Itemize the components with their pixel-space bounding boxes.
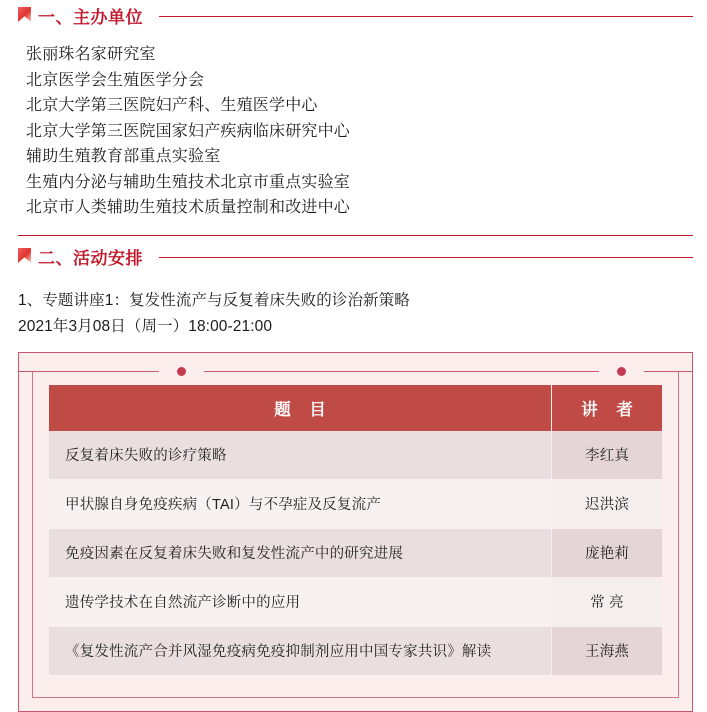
lecture-topic: 1、专题讲座1：复发性流产与反复着床失败的诊治新策略 — [18, 291, 410, 309]
section-rule — [159, 16, 693, 17]
cell-title: 《复发性流产合并风湿免疫病免疫抑制剂应用中国专家共识》解读 — [49, 626, 552, 675]
list-item: 张丽珠名家研究室 — [26, 46, 156, 63]
cell-title: 反复着床失败的诊疗策略 — [49, 431, 552, 480]
list-item: 辅助生殖教育部重点实验室 — [26, 148, 221, 165]
cell-speaker: 王海燕 — [552, 626, 662, 675]
deco-line-segment — [19, 371, 159, 372]
deco-line-segment — [644, 371, 692, 372]
cell-speaker: 迟洪滨 — [552, 479, 662, 528]
section-divider — [18, 235, 693, 236]
list-item: 生殖内分泌与辅助生殖技术北京市重点实验室 — [26, 173, 351, 191]
cell-title: 免疫因素在反复着床失败和复发性流产中的研究进展 — [49, 528, 552, 577]
cell-speaker: 常 亮 — [552, 577, 662, 626]
list-item: 北京医学会生殖医学分会 — [26, 71, 205, 89]
section-rule — [159, 257, 693, 258]
list-item: 北京市人类辅助生殖技术质量控制和改进中心 — [26, 199, 351, 216]
cell-speaker: 李红真 — [552, 431, 662, 480]
table-row — [49, 431, 662, 480]
column-header-speaker: 讲 者 — [552, 385, 662, 431]
red-flag-icon — [18, 248, 31, 263]
schedule-table — [49, 385, 662, 675]
lecture-meta — [0, 288, 707, 340]
list-item: 北京大学第三医院妇产科、生殖医学中心 — [26, 97, 318, 114]
cell-title: 遗传学技术在自然流产诊断中的应用 — [49, 577, 552, 626]
schedule-card — [18, 352, 693, 712]
table-row — [49, 626, 662, 675]
deco-line-segment — [204, 371, 599, 372]
schedule-card-inner — [32, 366, 679, 698]
cell-title: 甲状腺自身免疫疾病（TAI）与不孕症及反复流产 — [49, 479, 552, 528]
deco-dot-icon — [177, 367, 186, 376]
red-flag-icon — [18, 7, 31, 22]
table-row — [49, 577, 662, 626]
table-row — [49, 528, 662, 577]
section-header-organizers — [0, 0, 707, 30]
table-row — [49, 479, 662, 528]
deco-mask — [19, 364, 692, 371]
section-title-schedule: 二、活动安排 — [38, 249, 143, 268]
deco-dot-icon — [617, 367, 626, 376]
table-header-row — [49, 385, 662, 431]
column-header-title: 题 目 — [49, 385, 552, 431]
organizer-list — [0, 42, 707, 221]
list-item: 北京大学第三医院国家妇产疾病临床研究中心 — [26, 122, 351, 140]
section-header-schedule — [0, 242, 707, 272]
decorative-rule — [19, 366, 692, 378]
cell-speaker: 庞艳莉 — [552, 528, 662, 577]
section-title-organizers: 一、主办单位 — [38, 7, 143, 27]
lecture-time: 2021年3月08日（周一）18:00-21:00 — [18, 317, 273, 335]
